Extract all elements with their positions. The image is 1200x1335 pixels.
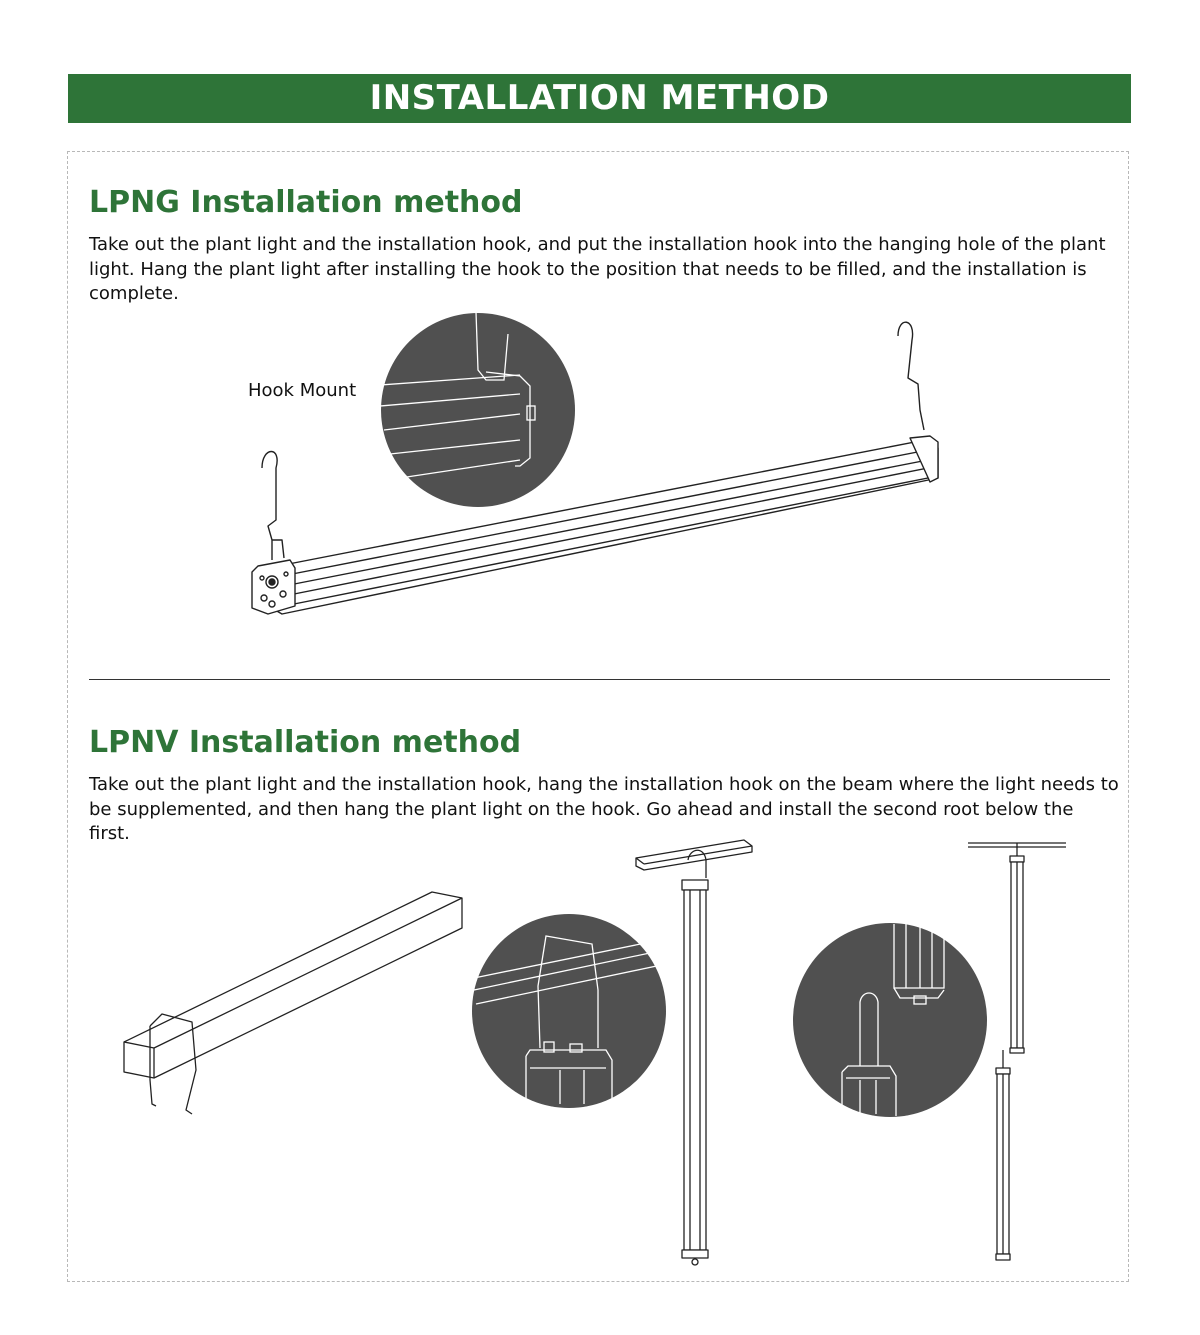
section-banner: INSTALLATION METHOD	[68, 74, 1131, 123]
lpnv-description: Take out the plant light and the installation hook, hang the installation hook on the beam where the light needs to be supplemented, and then hang the plant light on the hook. Go ahead and install the second root below the first.	[89, 774, 1119, 844]
lpng-description: Take out the plant light and the installation hook, and put the installation hook into the hanging hole of the plant light. Hang the plant light after installing the hook to the position that needs to be filled, and the installation is complete.	[89, 234, 1106, 304]
hook-mount-label: Hook Mount	[248, 380, 357, 401]
stacking-detail	[793, 923, 987, 1117]
lpng-heading: LPNG Installation method	[89, 185, 523, 220]
beam-with-hook	[124, 892, 462, 1114]
hook-on-beam-detail	[472, 914, 666, 1108]
lpnv-heading: LPNV Installation method	[89, 725, 522, 760]
vertical-light-stacked	[968, 843, 1066, 1260]
